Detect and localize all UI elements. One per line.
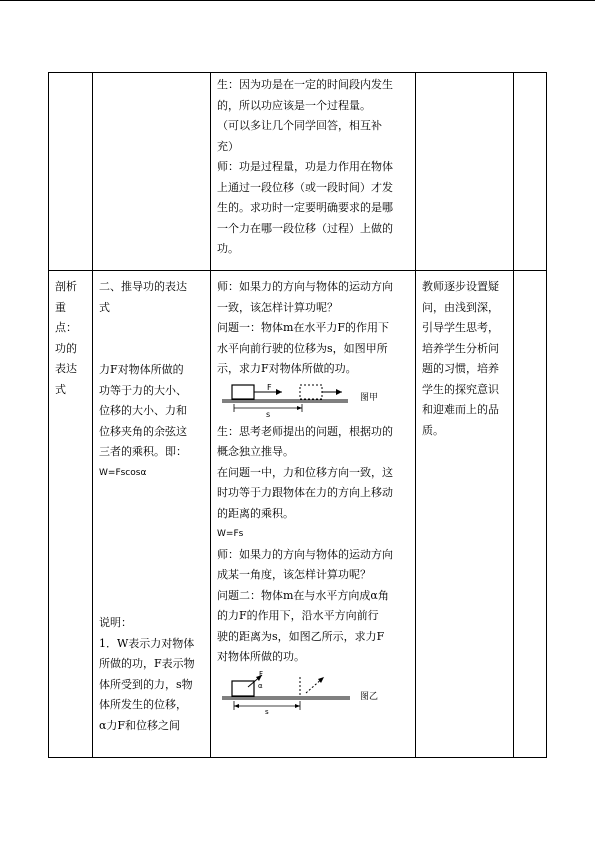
- teaching-line: 和迎难而上的品: [422, 403, 499, 416]
- note-line: 体所发生的位移，: [99, 698, 187, 711]
- table-row: [49, 271, 547, 758]
- activity-line: 师：功是过程量，功是力作用在物体: [217, 160, 393, 173]
- teaching-line: 学生的探究意识: [422, 382, 499, 396]
- figure-caption: 图乙: [360, 691, 379, 702]
- teaching-line: 质。: [422, 423, 444, 437]
- teaching-line: 引导学生思考，: [422, 321, 499, 334]
- activity-line: 生：因为功是在一定的时间段内发生: [217, 78, 393, 91]
- activity-line: 的，所以功应该是一个过程量。: [217, 98, 371, 112]
- angle-label: α: [258, 681, 263, 690]
- figure-yi-diagram: [220, 669, 412, 715]
- content-heading: 式: [99, 300, 110, 314]
- note-title: 说明：: [99, 616, 132, 629]
- content-heading: 二、推导功的表达: [99, 280, 187, 293]
- figure-caption: 图甲: [360, 392, 379, 403]
- teaching-intent-cell: [416, 73, 514, 271]
- activity-line: 一致，该怎样计算功呢？: [217, 300, 338, 314]
- page-top-rule: [0, 0, 595, 1]
- activity-line: 功。: [217, 242, 239, 255]
- teaching-line: 题的习惯，培养: [422, 362, 499, 375]
- lesson-plan-table: [48, 72, 547, 758]
- teaching-line: 教师逐步设置疑: [422, 280, 499, 293]
- note-line: α力F和位移之间: [99, 718, 181, 732]
- section-label: 点：: [55, 321, 77, 334]
- section-label: 表达: [55, 362, 77, 375]
- activity-line: 生：思考老师提出的问题，根据功的: [217, 424, 393, 438]
- content-cell: [93, 271, 211, 758]
- content-line: 位移的大小、力和: [99, 404, 187, 417]
- section-cell: [49, 73, 93, 271]
- notes-cell: [514, 271, 547, 758]
- note-line: 体所受到的力，s物: [99, 677, 193, 691]
- activity-line: 问题一：物体m在水平力F的作用下: [217, 321, 390, 334]
- activity-line: 的距离的乘积。: [217, 506, 294, 520]
- activity-cell: [211, 73, 416, 271]
- activity-line: 水平向前行驶的位移为s，如图甲所: [217, 341, 388, 355]
- activity-line: 一个力在哪一段位移（过程）上做的: [217, 221, 393, 235]
- section-cell: [49, 271, 93, 758]
- activity-line: 师：如果力的方向与物体的运动方向: [217, 280, 393, 293]
- content-line: 力F对物体所做的: [99, 363, 184, 376]
- activity-line: 概念独立推导。: [217, 445, 294, 458]
- note-line: 1．W表示力对物体: [99, 636, 195, 650]
- displacement-label: s: [265, 707, 269, 715]
- activity-line: 驶的距离为s，如图乙所示，求力F: [217, 629, 385, 643]
- displacement-label: s: [266, 409, 271, 419]
- note-line: 所做的功，F表示物: [99, 657, 195, 670]
- activity-line: 对物体所做的功。: [217, 650, 305, 663]
- activity-line: 师：如果力的方向与物体的运动方向: [217, 547, 393, 561]
- teaching-line: 培养学生分析问: [422, 341, 499, 355]
- section-label: 剖析: [55, 280, 77, 293]
- section-label: 式: [55, 382, 66, 396]
- content-line: 三者的乘积。即：: [99, 445, 187, 458]
- activity-line: 上通过一段位移（或一段时间）才发: [217, 180, 393, 194]
- teaching-line: 问，由浅到深，: [422, 300, 499, 314]
- content-cell: [93, 73, 211, 271]
- activity-line: 的力F的作用下，沿水平方向前行: [217, 609, 379, 622]
- force-label: F: [267, 382, 272, 392]
- activity-cell: [211, 271, 416, 758]
- section-label: 功的: [55, 341, 77, 355]
- activity-line: 示，求力F对物体所做的功。: [217, 362, 357, 375]
- activity-line: 在问题一中，力和位移方向一致，这: [217, 465, 393, 479]
- activity-line: 时功等于力跟物体在力的方向上移动: [217, 486, 393, 499]
- table-row: [49, 73, 547, 271]
- activity-line: 生的。求功时一定要明确要求的是哪: [217, 201, 393, 214]
- work-formula: W=Fscosα: [99, 467, 147, 478]
- section-label: 重: [55, 300, 66, 314]
- notes-cell: [514, 73, 547, 271]
- activity-line: 充）: [217, 139, 239, 153]
- content-line: 功等于力的大小、: [99, 383, 187, 397]
- figure-jia-diagram: [220, 381, 412, 421]
- content-line: 位移夹角的余弦这: [99, 424, 187, 438]
- activity-line: （可以多让几个同学回答，相互补: [217, 119, 382, 132]
- work-formula-simple: W=Fs: [217, 529, 244, 539]
- activity-line: 问题二：物体m在与水平方向成α角: [217, 588, 389, 602]
- teaching-intent-cell: [416, 271, 514, 758]
- activity-line: 成某一角度，该怎样计算功呢？: [217, 568, 371, 581]
- force-label: F: [259, 669, 264, 678]
